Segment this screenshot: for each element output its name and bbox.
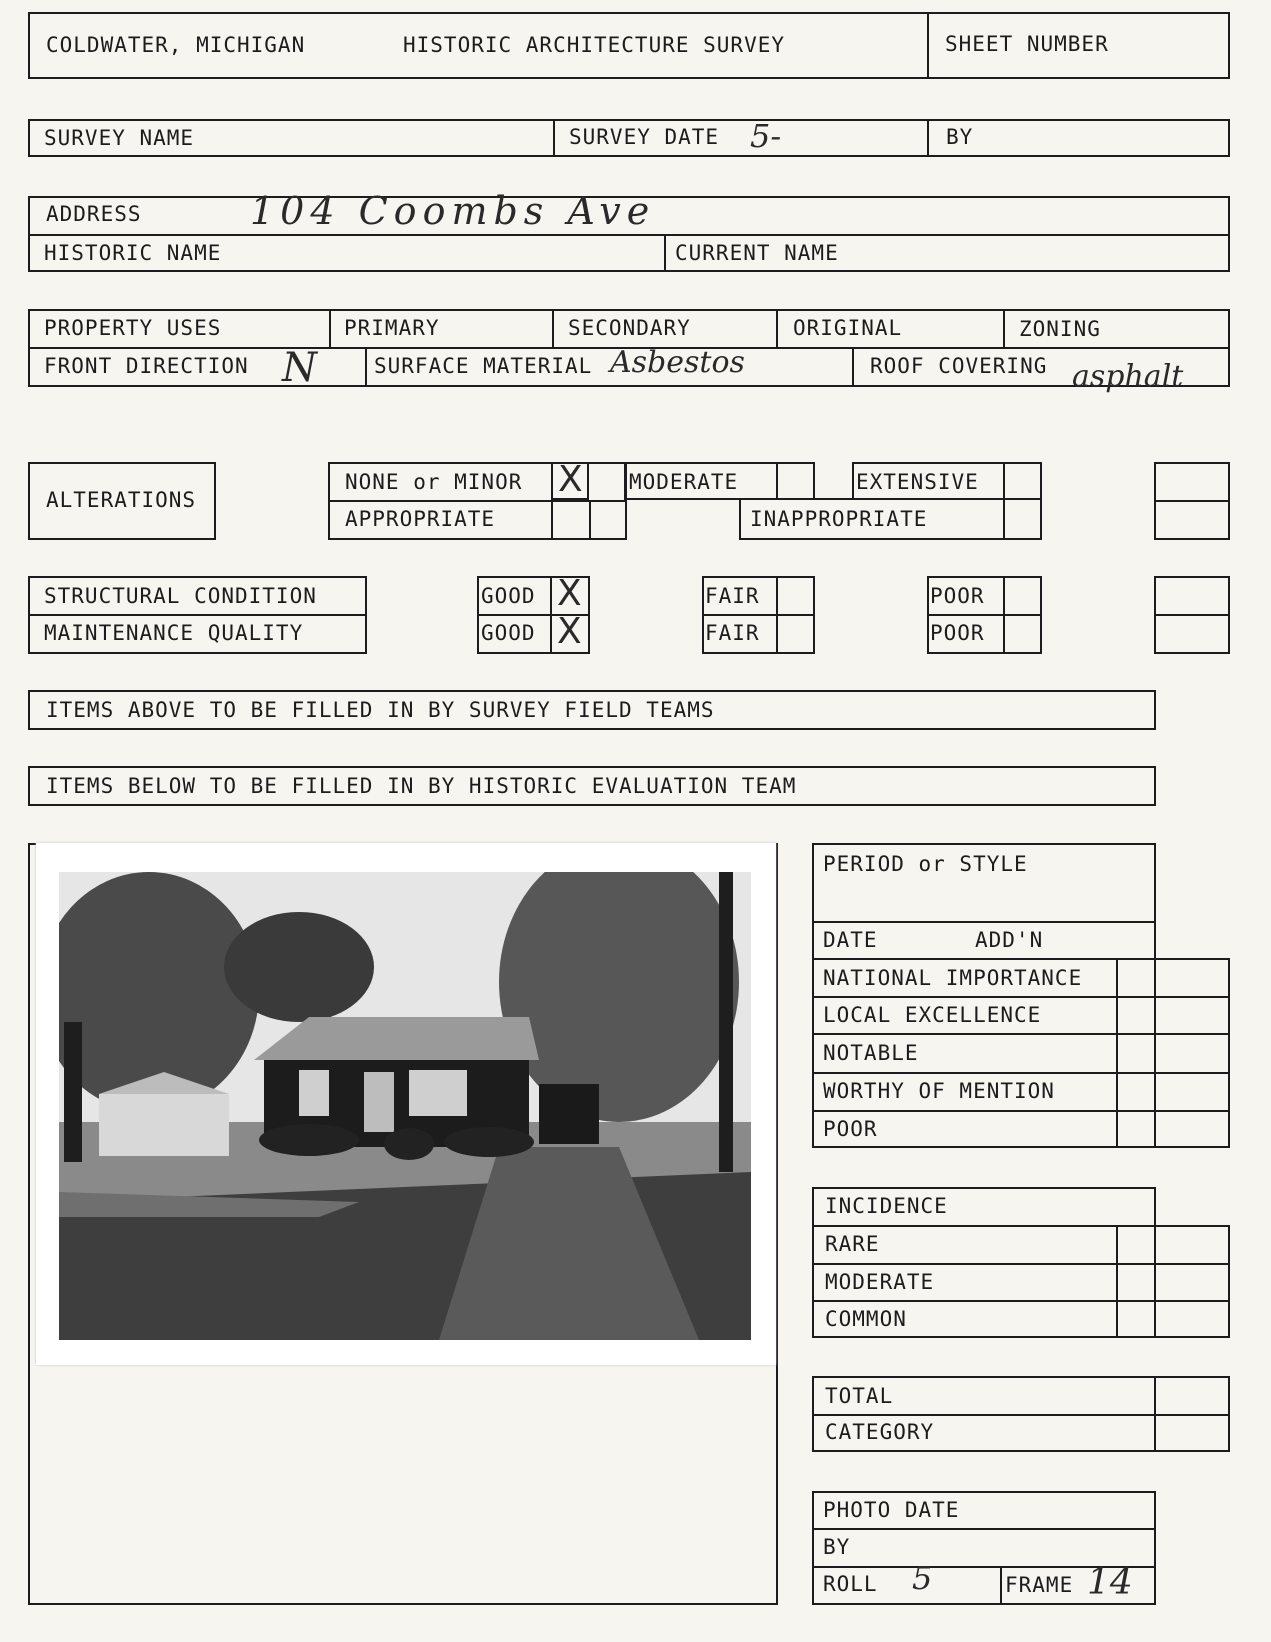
roof-covering-value: asphalt — [1072, 359, 1184, 394]
property-uses-label: PROPERTY USES — [44, 316, 222, 340]
survey-name-label: SURVEY NAME — [44, 126, 195, 150]
structural-good-label: GOOD — [481, 584, 536, 608]
historic-current-divider — [664, 234, 666, 272]
survey-divider-2 — [927, 119, 929, 157]
extensive-label: EXTENSIVE — [856, 470, 979, 494]
survey-divider-1 — [553, 119, 555, 157]
maintenance-good-label: GOOD — [481, 621, 536, 645]
zoning-label: ZONING — [1019, 317, 1101, 341]
moderate-label: MODERATE — [629, 470, 739, 494]
roll-label: ROLL — [823, 1572, 878, 1596]
none-minor-label: NONE or MINOR — [345, 470, 523, 494]
header-divider — [927, 12, 929, 79]
current-name-label: CURRENT NAME — [675, 241, 839, 265]
alt-g1-div — [328, 500, 627, 502]
appropriate-label: APPROPRIATE — [345, 507, 496, 531]
form-title: HISTORIC ARCHITECTURE SURVEY — [403, 33, 786, 57]
common-label: COMMON — [825, 1307, 907, 1331]
roof-covering-label: ROOF COVERING — [870, 354, 1048, 378]
primary-label: PRIMARY — [344, 316, 440, 340]
prop-div-4 — [1003, 309, 1005, 347]
pi-div-1 — [812, 1528, 1156, 1530]
structural-condition-label: STRUCTURAL CONDITION — [44, 584, 317, 608]
eval-div-3 — [812, 1033, 1230, 1035]
address-divider — [28, 234, 1230, 236]
eval-div-2 — [812, 996, 1230, 998]
total-v — [1154, 1376, 1156, 1452]
poor-v — [1003, 576, 1005, 654]
none-minor-check-mark: X — [558, 459, 583, 500]
inc-div-1 — [812, 1225, 1230, 1227]
survey-by-label: BY — [946, 125, 974, 149]
photo-by-label: BY — [823, 1535, 851, 1559]
incidence-moderate-label: MODERATE — [825, 1270, 935, 1294]
poor-div — [927, 614, 1042, 616]
fair-v — [776, 576, 778, 654]
survey-date-label: SURVEY DATE — [569, 125, 720, 149]
eval-poor-label: POOR — [823, 1117, 878, 1141]
inc-v-2 — [1228, 1225, 1230, 1338]
maintenance-fair-label: FAIR — [705, 621, 760, 645]
national-importance-label: NATIONAL IMPORTANCE — [823, 966, 1083, 990]
surface-material-label: SURFACE MATERIAL — [374, 354, 593, 378]
address-label: ADDRESS — [46, 202, 142, 226]
addn-label: ADD'N — [975, 928, 1044, 952]
inc-div-2 — [812, 1263, 1230, 1265]
moderate-checkbox[interactable] — [776, 462, 815, 500]
alterations-label: ALTERATIONS — [46, 488, 197, 512]
extensive-checkbox[interactable] — [1003, 462, 1042, 500]
structural-poor-label: POOR — [930, 584, 985, 608]
frame-value: 14 — [1087, 1562, 1133, 1603]
eval-div-1 — [812, 958, 1230, 960]
date-label: DATE — [823, 928, 878, 952]
pi-v — [1000, 1566, 1002, 1605]
appropriate-checkbox[interactable] — [589, 500, 627, 540]
original-label: ORIGINAL — [793, 316, 903, 340]
cond-tally-div — [1154, 614, 1230, 616]
inc-v-1 — [1116, 1225, 1118, 1338]
worthy-of-mention-label: WORTHY OF MENTION — [823, 1079, 1055, 1103]
photo-date-label: PHOTO DATE — [823, 1498, 960, 1522]
survey-date-value: 5- — [750, 117, 782, 155]
prop-div-5 — [365, 347, 367, 387]
cond-label-div — [28, 614, 367, 616]
prop-div-2 — [552, 309, 554, 347]
historic-name-label: HISTORIC NAME — [44, 241, 222, 265]
alt-tally-div — [1154, 500, 1230, 502]
total-div — [812, 1414, 1230, 1416]
incidence-label: INCIDENCE — [825, 1194, 948, 1218]
inappropriate-label: INAPPROPRIATE — [750, 507, 928, 531]
sheet-number-label: SHEET NUMBER — [945, 32, 1109, 56]
eval-v-1 — [1116, 958, 1118, 1148]
notable-label: NOTABLE — [823, 1041, 919, 1065]
prop-div-3 — [776, 309, 778, 347]
period-style-label: PERIOD or STYLE — [823, 852, 1028, 876]
maintenance-good-check[interactable]: X — [557, 611, 582, 652]
category-label: CATEGORY — [825, 1420, 935, 1444]
house-photo — [59, 872, 751, 1340]
front-direction-label: FRONT DIRECTION — [44, 354, 249, 378]
eval-div-4 — [812, 1072, 1230, 1074]
eval-div-0 — [812, 921, 1156, 923]
eval-bottom-ext — [1154, 1146, 1230, 1148]
inc-div-3 — [812, 1300, 1230, 1302]
total-label: TOTAL — [825, 1384, 894, 1408]
secondary-label: SECONDARY — [568, 316, 691, 340]
prop-div-1 — [329, 309, 331, 347]
local-excellence-label: LOCAL EXCELLENCE — [823, 1003, 1042, 1027]
front-direction-value: N — [282, 345, 317, 391]
maintenance-poor-label: POOR — [930, 621, 985, 645]
structural-good-check[interactable]: X — [557, 573, 582, 614]
roll-value: 5 — [912, 1559, 933, 1597]
structural-fair-label: FAIR — [705, 584, 760, 608]
items-below-note: ITEMS BELOW TO BE FILLED IN BY HISTORIC EVALUATION TEAM — [46, 774, 797, 798]
fair-div — [702, 614, 815, 616]
good-v — [550, 576, 552, 654]
city-title: COLDWATER, MICHIGAN — [46, 33, 306, 57]
surface-material-value: Asbestos — [610, 345, 745, 380]
frame-label: FRAME — [1005, 1573, 1074, 1597]
inc-bottom-ext — [1154, 1336, 1230, 1338]
items-above-note: ITEMS ABOVE TO BE FILLED IN BY SURVEY FIELD TEAMS — [46, 698, 715, 722]
house-photo-image — [59, 872, 751, 1340]
inappropriate-checkbox[interactable] — [1003, 498, 1042, 540]
maintenance-quality-label: MAINTENANCE QUALITY — [44, 621, 304, 645]
address-value: 104 Coombs Ave — [250, 189, 656, 233]
prop-div-6 — [852, 347, 854, 387]
eval-v-2 — [1228, 958, 1230, 1148]
rare-label: RARE — [825, 1232, 880, 1256]
eval-div-5 — [812, 1110, 1230, 1112]
